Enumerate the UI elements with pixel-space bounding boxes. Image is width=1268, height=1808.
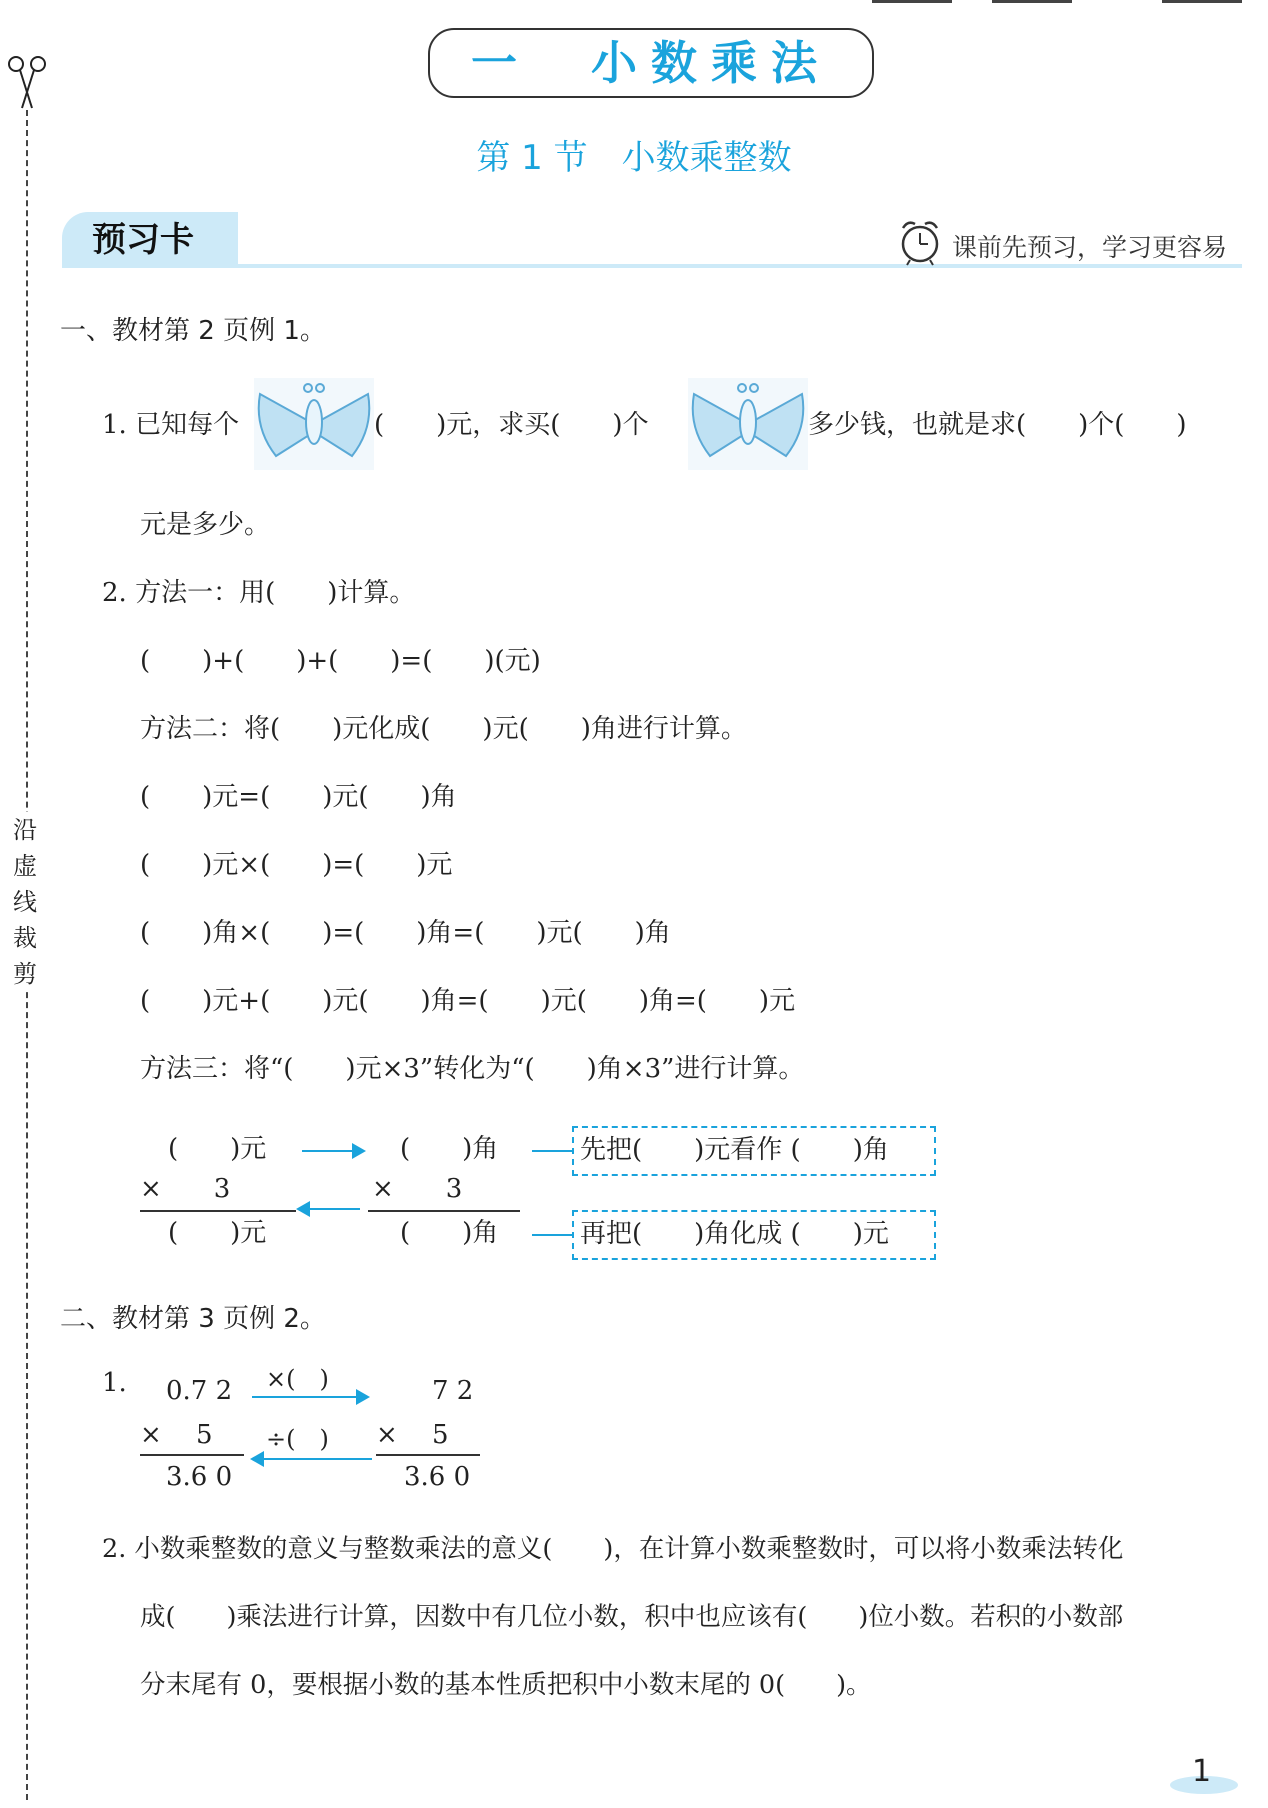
arrow-left-icon [296, 1201, 310, 1217]
method2-line: ( )元+( )元( )角=( )元( )角=( )元 [140, 986, 796, 1016]
connector-line [532, 1234, 572, 1236]
calc-rule [140, 1210, 296, 1212]
calc-rule [376, 1454, 480, 1456]
q1-text-d: 元是多少。 [140, 510, 271, 540]
kite-image [688, 378, 808, 470]
calc2-bot: 3.6 0 [404, 1462, 471, 1492]
q2-line: 成( )乘法进行计算，因数中有几位小数，积中也应该有( )位小数。若积的小数部 [140, 1602, 1124, 1632]
alarm-clock-icon [898, 218, 942, 266]
top-mark [1162, 0, 1242, 3]
q1-text-b: ( )元，求买( )个 [374, 410, 649, 440]
calc2-top: 7 2 [432, 1376, 474, 1406]
part1-heading: 一、教材第 2 页例 1。 [60, 316, 326, 346]
q1-text-a: 1. 已知每个 [102, 410, 240, 440]
calc-left-bot: ( )元 [168, 1218, 267, 1248]
tab-rule [62, 264, 1242, 268]
scissors-icon [4, 52, 50, 112]
top-mark [992, 0, 1072, 3]
arrow-right [252, 1396, 366, 1398]
hint-box: 再把( )角化成 ( )元 [572, 1210, 936, 1260]
method3-title: 方法三：将“( )元×3”转化为“( )角×3”进行计算。 [140, 1054, 805, 1084]
calc-right-bot: ( )角 [400, 1218, 499, 1248]
method1-line: ( )+( )+( )=( )(元) [140, 646, 541, 676]
calc2-mul: × 5 [376, 1420, 449, 1450]
calc1-bot: 3.6 0 [166, 1462, 233, 1492]
arrow-left [254, 1458, 372, 1460]
arrow-left-icon [250, 1451, 264, 1467]
method2-line: ( )元×( )=( )元 [140, 850, 453, 880]
calc-left-mul: × 3 [140, 1174, 231, 1204]
q2-line: 分末尾有 0，要根据小数的基本性质把积中小数末尾的 0( )。 [140, 1670, 872, 1700]
calc1-top: 0.7 2 [166, 1376, 233, 1406]
method2-title: 方法二：将( )元化成( )元( )角进行计算。 [140, 714, 747, 744]
q1-text-c: 多少钱，也就是求( )个( ) [808, 410, 1187, 440]
kite-image [254, 378, 374, 470]
arrow-right-icon [352, 1143, 366, 1159]
cut-instruction: 沿 虚 线 裁 剪 [10, 812, 40, 992]
arrow-right-icon [356, 1389, 370, 1405]
page-number: 1 [1192, 1754, 1212, 1789]
connector-line [532, 1150, 572, 1152]
arrow-top-label: ×( ) [266, 1365, 329, 1393]
calc-right-mul: × 3 [372, 1174, 463, 1204]
q2-title: 2. 方法一：用( )计算。 [102, 578, 416, 608]
method2-line: ( )元=( )元( )角 [140, 782, 457, 812]
calc-rule [368, 1210, 520, 1212]
slogan: 课前先预习，学习更容易 [952, 233, 1228, 262]
q2-line: 2. 小数乘整数的意义与整数乘法的意义( )，在计算小数乘整数时，可以将小数乘法转化 [102, 1534, 1124, 1564]
method2-line: ( )角×( )=( )角=( )元( )角 [140, 918, 671, 948]
arrow-bot-label: ÷( ) [266, 1425, 329, 1453]
section-title: 第 1 节 小数乘整数 [476, 138, 792, 178]
chapter-title: 一 小数乘法 [428, 28, 874, 98]
hint-box: 先把( )元看作 ( )角 [572, 1126, 936, 1176]
calc-right-top: ( )角 [400, 1134, 499, 1164]
part2-heading: 二、教材第 3 页例 2。 [60, 1304, 326, 1334]
top-mark [872, 0, 952, 3]
calc1-mul: × 5 [140, 1420, 213, 1450]
q1-number: 1. [102, 1368, 127, 1398]
preview-card-tab: 预习卡 [62, 212, 238, 268]
calc-left-top: ( )元 [168, 1134, 267, 1164]
calc-rule [140, 1454, 244, 1456]
